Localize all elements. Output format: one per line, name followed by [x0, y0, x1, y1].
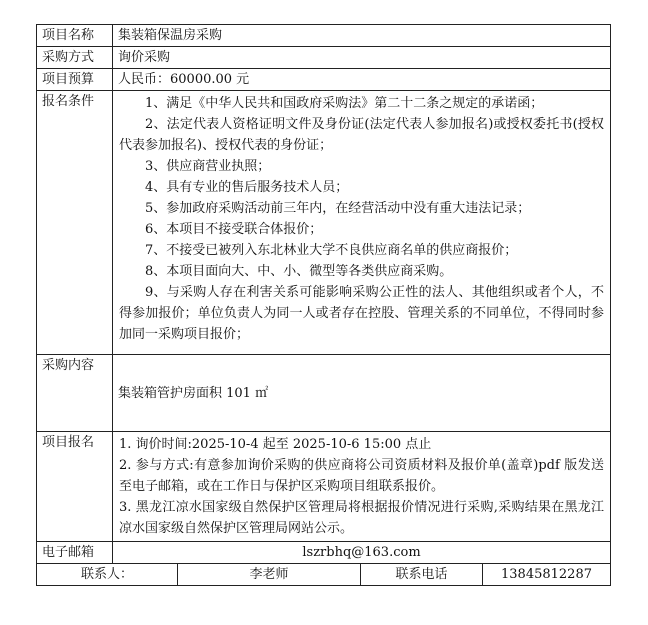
condition-item: 5、参加政府采购活动前三年内，在经营活动中没有重大违法记录；	[145, 201, 531, 216]
registration-label: 项目报名	[37, 432, 113, 542]
row-procurement-method	[37, 47, 611, 69]
condition-item: 3、供应商营业执照；	[145, 159, 271, 174]
project-budget-label: 项目预算	[37, 69, 113, 91]
contact-phone-value: 13845812287	[483, 564, 611, 586]
condition-item: 9、与采购人存在利害关系可能影响采购公正性的法人、其他组织或者个人，不得参加报价；单位负责人为同一人或者存在控股、管理关系的不同单位，不得同时参加同一采购项目报价；	[119, 285, 605, 342]
registration-line: 1. 询价时间:2025-10-4 起至 2025-10-6 15:00 点止	[119, 437, 432, 452]
procurement-method-label: 采购方式	[37, 47, 113, 69]
procurement-table	[36, 24, 611, 586]
conditions-list	[113, 91, 611, 355]
condition-item: 8、本项目面向大、中、小、微型等各类供应商采购。	[145, 264, 453, 279]
procurement-notice	[36, 24, 610, 586]
row-email	[37, 542, 611, 564]
condition-item: 1、满足《中华人民共和国政府采购法》第二十二条之规定的承诺函；	[145, 96, 544, 111]
condition-item: 6、本项目不接受联合体报价；	[145, 222, 323, 237]
email-label: 电子邮箱	[37, 542, 113, 564]
condition-item: 2、法定代表人资格证明文件及身份证(法定代表人参加报名)或授权委托书(授权代表参加报名)、授权代表的身份证；	[119, 117, 605, 153]
project-name-label: 项目名称	[37, 25, 113, 47]
row-project-budget	[37, 69, 611, 91]
contact-person-value: 李老师	[178, 564, 361, 586]
registration-line: 3. 黑龙江凉水国家级自然保护区管理局将根据报价情况进行采购,采购结果在黑龙江凉水国家级自然保护区管理局网站公示。	[119, 500, 605, 536]
row-procurement-content	[37, 355, 611, 432]
procurement-content-value: 集装箱管护房面积 101 ㎡	[113, 355, 611, 432]
row-project-name	[37, 25, 611, 47]
row-conditions	[37, 91, 611, 355]
conditions-label: 报名条件	[37, 91, 113, 355]
project-budget-value: 人民币：60000.00 元	[113, 69, 611, 91]
procurement-method-value: 询价采购	[113, 47, 611, 69]
contact-phone-label: 联系电话	[361, 564, 483, 586]
row-registration	[37, 432, 611, 542]
procurement-content-label: 采购内容	[37, 355, 113, 432]
condition-item: 7、不接受已被列入东北林业大学不良供应商名单的供应商报价；	[145, 243, 518, 258]
registration-line: 2. 参与方式:有意参加询价采购的供应商将公司资质材料及报价单(盖章)pdf 版发送至电子邮箱，或在工作日与保护区采购项目组联系报价。	[119, 458, 605, 494]
contact-person-label: 联系人：	[37, 564, 178, 586]
condition-item: 4、具有专业的售后服务技术人员；	[145, 180, 349, 195]
email-value[interactable]: lszrbhq@163.com	[113, 542, 611, 564]
registration-details	[113, 432, 611, 542]
row-contact	[37, 564, 611, 586]
project-name-value: 集装箱保温房采购	[113, 25, 611, 47]
